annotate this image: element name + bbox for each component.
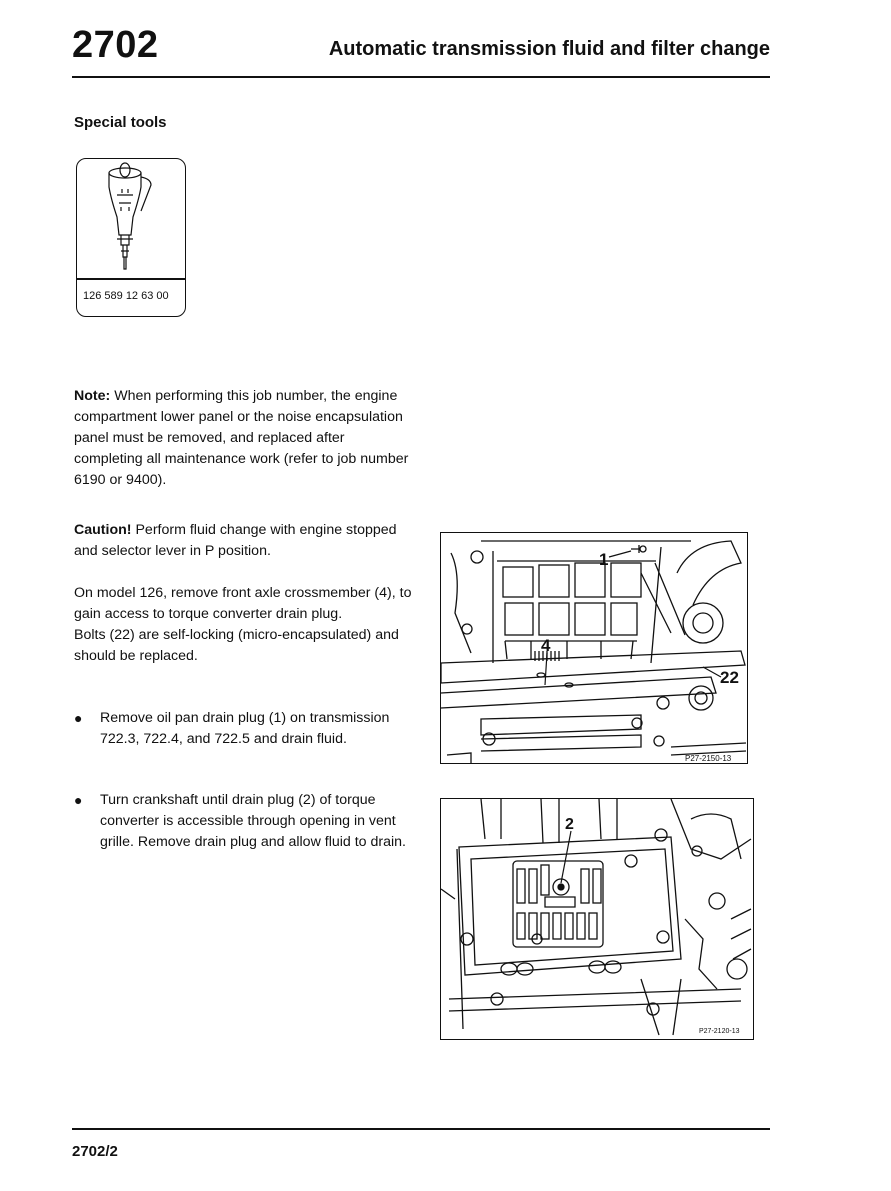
vent-grille-illustration xyxy=(441,799,753,1039)
callout-22: 22 xyxy=(720,668,739,687)
caution-paragraph xyxy=(74,520,414,562)
callout-4: 4 xyxy=(541,636,551,655)
bullet-dot-icon: ● xyxy=(74,792,83,808)
note-paragraph xyxy=(74,386,414,491)
tool-part-number: 126 589 12 63 00 xyxy=(83,290,169,302)
tool-card-divider xyxy=(77,278,185,280)
footer-rule xyxy=(72,1128,770,1130)
page-title: Automatic transmission fluid and filter change xyxy=(328,38,770,60)
note-label: Note: xyxy=(74,388,111,404)
caution-text: Perform fluid change with engine stopped and selector lever in P position. xyxy=(74,522,397,559)
figure-torque-converter-drain-plug xyxy=(440,798,754,1040)
special-tools-heading: Special tools xyxy=(74,114,167,131)
page-number: 2702/2 xyxy=(72,1143,118,1160)
job-number: 2702 xyxy=(72,24,159,66)
bolts-text: Bolts (22) are self-locking (micro-encapsulated) and should be replaced. xyxy=(74,627,399,664)
header-rule xyxy=(72,76,770,78)
note-text: When performing this job number, the engine compartment lower panel or the noise encapsulation panel must be removed, and replaced after completing all maintenance work (refer to job number 6190 or 9400). xyxy=(74,388,409,488)
bullet-text: Remove oil pan drain plug (1) on transmission 722.3, 722.4, and 722.5 and drain fluid. xyxy=(100,710,390,747)
special-tool-card xyxy=(76,158,186,317)
callout-2: 2 xyxy=(565,816,574,833)
figure-code: P27-2120-13 xyxy=(699,1028,740,1035)
oil-pan-illustration xyxy=(441,533,747,763)
crossmember-text: On model 126, remove front axle crossmember (4), to gain access to torque converter drain plug. xyxy=(74,585,412,622)
callout-1: 1 xyxy=(599,550,609,569)
model-126-paragraph xyxy=(74,583,414,667)
bullet-text: Turn crankshaft until drain plug (2) of torque converter is accessible through opening in vent grille. Remove drain plug and allow fluid to drain. xyxy=(100,792,406,850)
figure-oil-pan-drain-plug xyxy=(440,532,748,764)
figure-code: P27-2150-13 xyxy=(685,754,732,763)
caution-label: Caution! xyxy=(74,522,132,538)
bullet-dot-icon: ● xyxy=(74,710,83,726)
fluid-funnel-tool-illustration xyxy=(77,159,185,279)
